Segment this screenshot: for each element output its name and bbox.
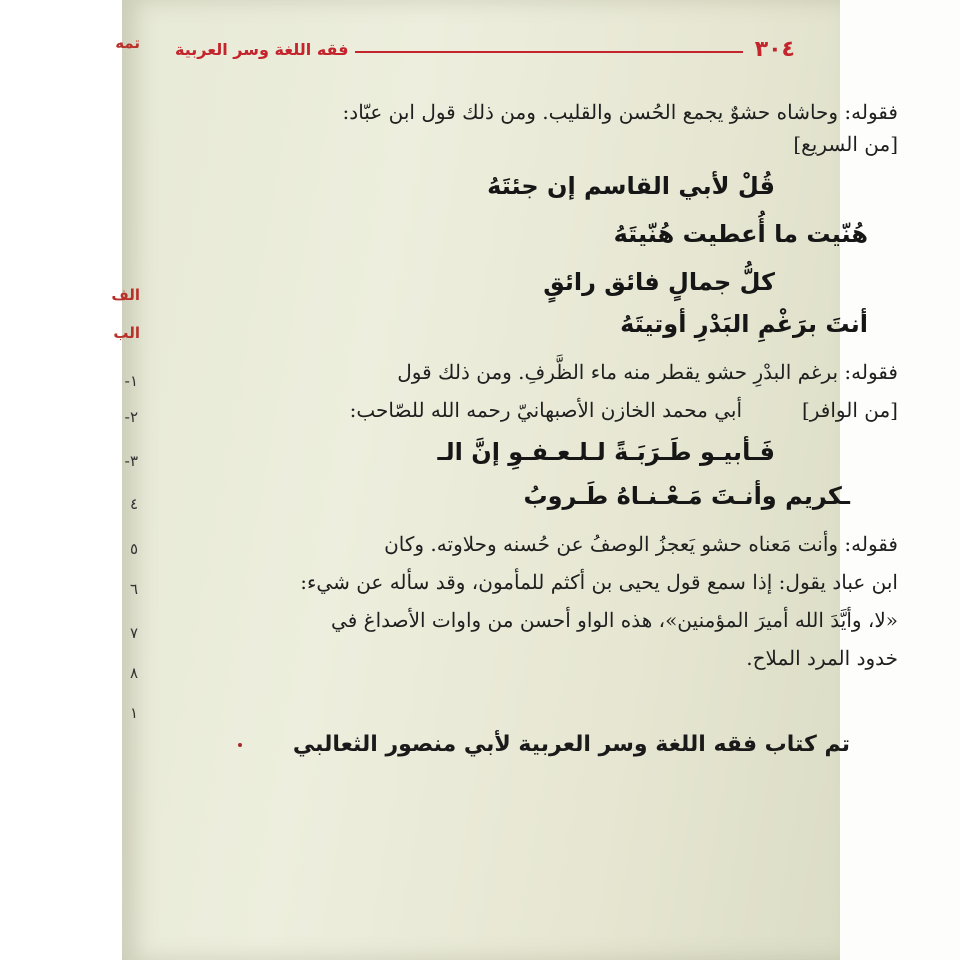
paragraph-1-line-1: فقوله: وحاشاه حشوٌ يجمع الحُسن والقليب. ومن ذلك قول ابن عبّاد: xyxy=(342,100,898,124)
ink-dot xyxy=(238,743,242,747)
edge-fragment-number: ٥ xyxy=(129,540,138,558)
running-title: فقه اللغة وسر العربية xyxy=(175,39,349,59)
paragraph-3-line-4: خدود المرد الملاح. xyxy=(746,646,898,670)
verse-3-hemistich-2: ـكريم وأنـتَ مَـعْـنـاهُ طَـروبُ xyxy=(523,482,850,510)
verse-3-hemistich-1: فَـأبيـو طَـرَبَـةً لـلـعـفـوِ إنَّ الـ xyxy=(437,438,775,466)
verse-1-hemistich-2: هُنّيت ما أُعطيت هُنّيتَهُ xyxy=(613,220,868,248)
verse-1-hemistich-1: قُلْ لأبي القاسم إن جئتَهُ xyxy=(487,172,775,200)
paragraph-3-line-3: «لا، وأيَّدَ الله أميرَ المؤمنين»، هذه الواو أحسن من واوات الأصداغ في xyxy=(331,608,898,632)
paragraph-2-line-2: أبي محمد الخازن الأصبهانيّ رحمه الله للصّاحب: xyxy=(349,398,742,422)
edge-fragment-number: -١ xyxy=(124,372,138,390)
edge-fragment-number: ٧ xyxy=(129,624,138,642)
running-header xyxy=(175,34,795,64)
left-background xyxy=(0,0,122,960)
meter-label-wafir: [من الوافر] xyxy=(801,398,898,422)
page-number: ٣٠٤ xyxy=(754,36,795,62)
paragraph-2-line-1: فقوله: برغم البدْرِ حشو يقطر منه ماء الظَّرفِ. ومن ذلك قول xyxy=(397,360,898,384)
edge-fragment-mark: الب xyxy=(113,324,140,342)
facing-page-edge xyxy=(111,0,144,960)
paragraph-3-line-2: ابن عباد يقول: إذا سمع قول يحيى بن أكثم للمأمون، وقد سأله عن شيء: xyxy=(300,570,898,594)
edge-fragment-number: ٦ xyxy=(129,580,138,598)
edge-fragment-top: تمه xyxy=(115,34,140,52)
paragraph-3-line-1: فقوله: وأنت مَعناه حشو يَعجزُ الوصفُ عن حُسنه وحلاوته. وكان xyxy=(384,532,898,556)
edge-fragment-number: -٣ xyxy=(124,452,138,470)
header-rule xyxy=(355,51,743,53)
verse-2-hemistich-1: كلُّ جمالٍ فائق رائقٍ xyxy=(543,268,775,296)
verse-2-hemistich-2: أنتَ برَغْمِ البَدْرِ أوتيتَهُ xyxy=(620,310,868,338)
edge-fragment-mark: الف xyxy=(111,286,140,304)
edge-fragment-number: ٤ xyxy=(129,495,138,513)
edge-fragment-number: -٢ xyxy=(124,408,138,426)
colophon: تم كتاب فقه اللغة وسر العربية لأبي منصور الثعالبي xyxy=(292,732,850,757)
edge-fragment-number: ٨ xyxy=(129,664,138,682)
edge-fragment-number: ١ xyxy=(129,704,138,722)
meter-label-saree: [من السريع] xyxy=(793,132,898,156)
